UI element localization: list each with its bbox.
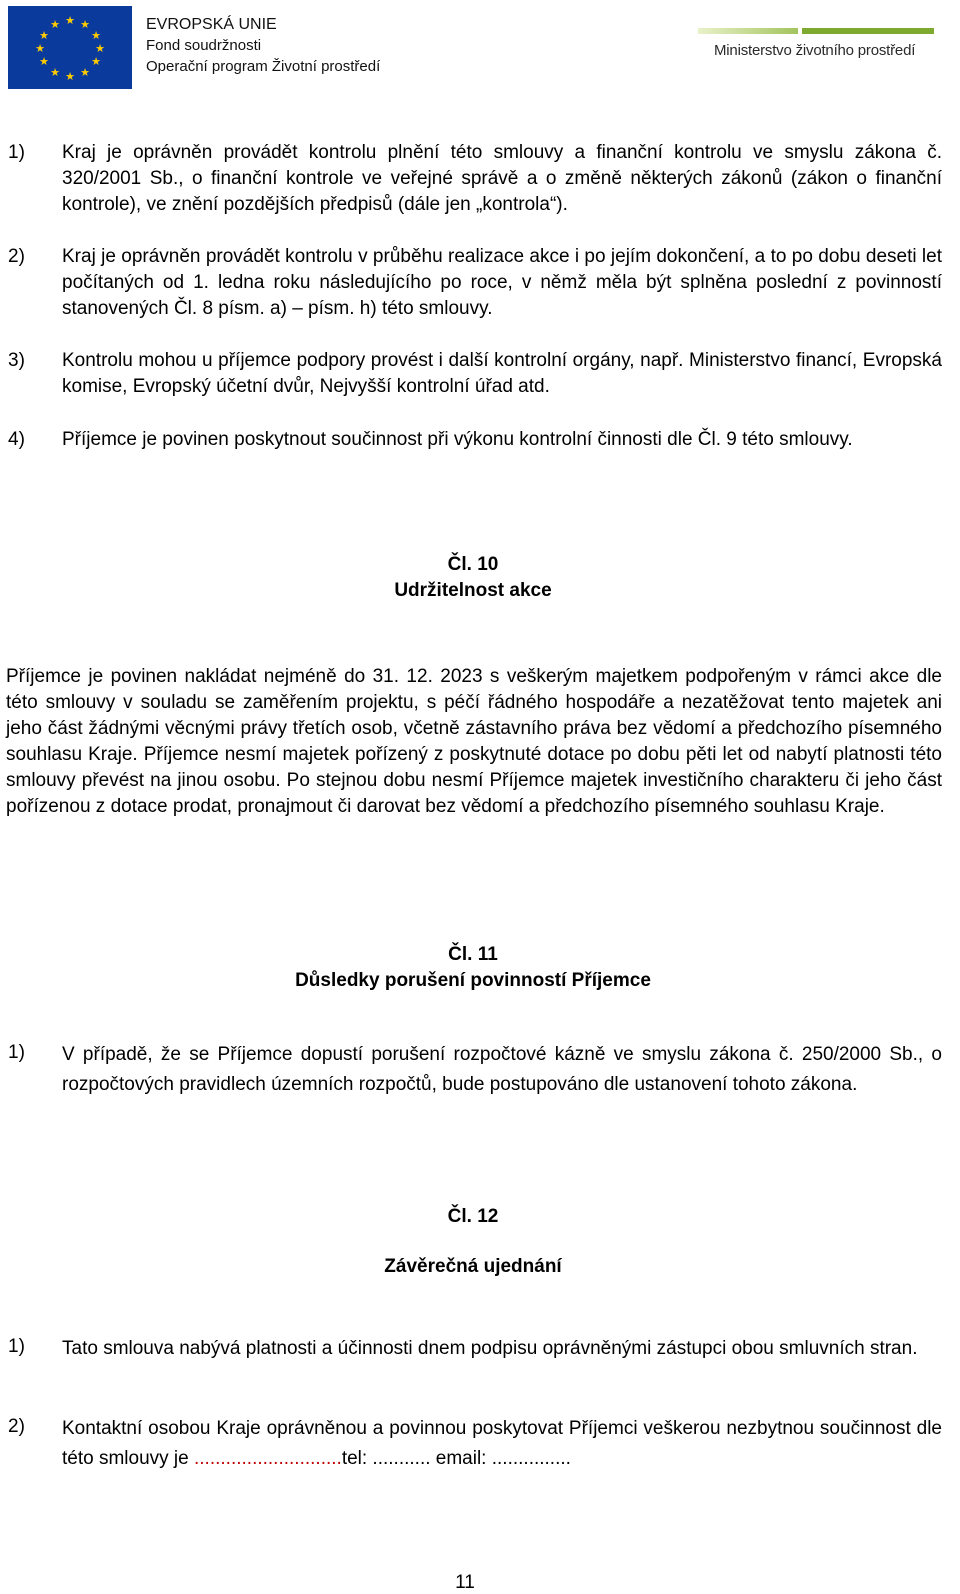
eu-flag-logo	[8, 6, 132, 89]
svg-text:★: ★	[65, 14, 75, 27]
art12-contact-tail: tel: ........... email: ...............	[341, 1448, 571, 1469]
ministry-name: Ministerstvo životního prostředí	[714, 42, 916, 59]
art9-item3-text: Kontrolu mohou u příjemce podpory provést i další kontrolní orgány, např. Ministerstvo financí, Evropská komise, Evropský účetní dvůr, Nejvyšší kontrolní úřad atd.	[62, 350, 942, 397]
svg-text:★: ★	[80, 66, 90, 79]
art12-item2-text	[62, 1414, 942, 1474]
art12-item2-main: Kontaktní osobou Kraje oprávněnou a povinnou poskytovat Příjemci veškerou nezbytnou součinnost dle této smlouvy je	[62, 1418, 942, 1469]
svg-text:★: ★	[91, 55, 101, 68]
art9-item1-number: 1)	[8, 142, 25, 163]
page-header	[0, 0, 960, 95]
art10-heading: Čl. 10	[447, 554, 499, 575]
art9-item4-number: 4)	[8, 429, 25, 450]
eu-line-2: Fond soudržnosti	[146, 37, 262, 54]
svg-text:★: ★	[50, 18, 60, 31]
svg-text:★: ★	[35, 42, 45, 55]
eu-program-text	[146, 14, 380, 77]
art11-item1-number: 1)	[8, 1042, 25, 1063]
svg-text:★: ★	[50, 66, 60, 79]
art12-contact-placeholder: ............................	[194, 1448, 342, 1469]
art9-item2-number: 2)	[8, 246, 25, 267]
art11-title: Důsledky porušení povinností Příjemce	[295, 970, 651, 991]
art9-item3-number: 3)	[8, 350, 25, 371]
art12-item1-number: 1)	[8, 1336, 25, 1357]
art11-item1-text: V případě, že se Příjemce dopustí porušení rozpočtové kázně ve smyslu zákona č. 250/2000 Sb., o rozpočtových pravidlech územních rozpočtů, bude postupováno dle ustanovení tohoto zákona.	[62, 1044, 942, 1095]
ministry-logo	[698, 28, 934, 59]
svg-text:★: ★	[95, 42, 105, 55]
art10-title: Udržitelnost akce	[394, 580, 552, 601]
svg-text:★: ★	[39, 55, 49, 68]
art9-item2-text: Kraj je oprávněn provádět kontrolu v průběhu realizace akce i po jejím dokončení, a to po dobu deseti let počítaných od 1. ledna roku následujícího po roce, v němž měla být splněna poslední z povinností stanovených Čl. 8 písm. a) – písm. h) této smlouvy.	[62, 246, 942, 319]
art12-heading: Čl. 12	[447, 1206, 499, 1227]
ministry-logo-bar	[698, 28, 934, 34]
eu-line-1: EVROPSKÁ UNIE	[146, 16, 277, 33]
svg-text:★: ★	[39, 29, 49, 42]
svg-text:★: ★	[80, 18, 90, 31]
art9-item4-text: Příjemce je povinen poskytnout součinnost při výkonu kontrolní činnosti dle Čl. 9 této smlouvy.	[62, 429, 853, 450]
eu-line-3: Operační program Životní prostředí	[146, 58, 381, 75]
art12-item1-text: Tato smlouva nabývá platnosti a účinnosti dnem podpisu oprávněnými zástupci obou smluvních stran.	[62, 1338, 918, 1359]
svg-text:★: ★	[91, 29, 101, 42]
art9-item1-text: Kraj je oprávněn provádět kontrolu plnění této smlouvy a finanční kontrolu ve smyslu zákona č. 320/2001 Sb., o finanční kontrole ve veřejné správě a o změně některých zákonů (zákon o finanční kontrole), ve znění pozdějších předpisů (dále jen „kontrola“).	[62, 142, 942, 215]
art12-item2-number: 2)	[8, 1416, 25, 1437]
art10-paragraph: Příjemce je povinen nakládat nejméně do 31. 12. 2023 s veškerým majetkem podpořeným v rámci akce dle této smlouvy v souladu se zaměřením projektu, s péčí řádného hospodáře a nezatěžovat tento majetek ani jeho část žádnými věcnými právy třetích osob, včetně zástavního práva bez vědomí a předchozího písemného souhlasu Kraje. Příjemce nesmí majetek pořízený z poskytnuté dotace po dobu pěti let od nabytí platnosti této smlouvy převést na jinou osobu. Po stejnou dobu nesmí Příjemce majetek investičního charakteru či jeho část pořízenou z dotace prodat, pronajmout či darovat bez vědomí a předchozího písemného souhlasu Kraje.	[6, 666, 942, 817]
art11-heading: Čl. 11	[448, 944, 498, 965]
page-number: 11	[455, 1572, 475, 1593]
svg-text:★: ★	[65, 70, 75, 83]
art12-title: Závěrečná ujednání	[384, 1256, 562, 1277]
